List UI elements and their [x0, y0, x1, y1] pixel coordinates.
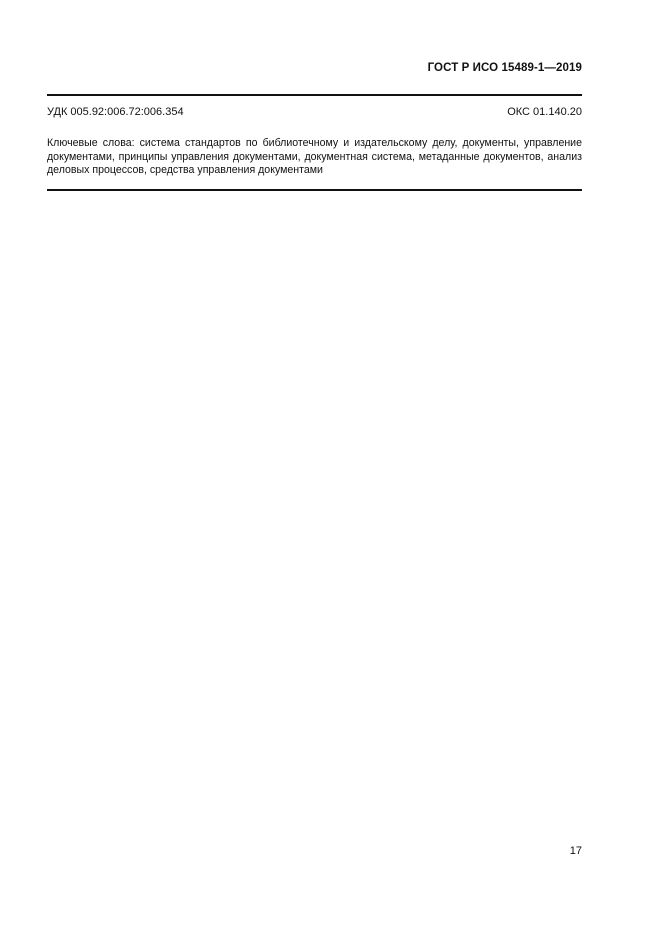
oks-code: ОКС 01.140.20: [507, 106, 582, 118]
bottom-divider: [47, 189, 582, 191]
document-code: ГОСТ Р ИСО 15489-1—2019: [427, 62, 582, 74]
udk-code: УДК 005.92:006.72:006.354: [47, 106, 184, 118]
page-number: 17: [569, 845, 582, 857]
keywords-paragraph: Ключевые слова: система стандартов по библиотечному и издательскому делу, документы, управление документами, принципы управления документами, документная система, метаданные документов, анализ деловых процессов, средства управления документами: [47, 137, 582, 176]
top-divider: [47, 94, 582, 96]
